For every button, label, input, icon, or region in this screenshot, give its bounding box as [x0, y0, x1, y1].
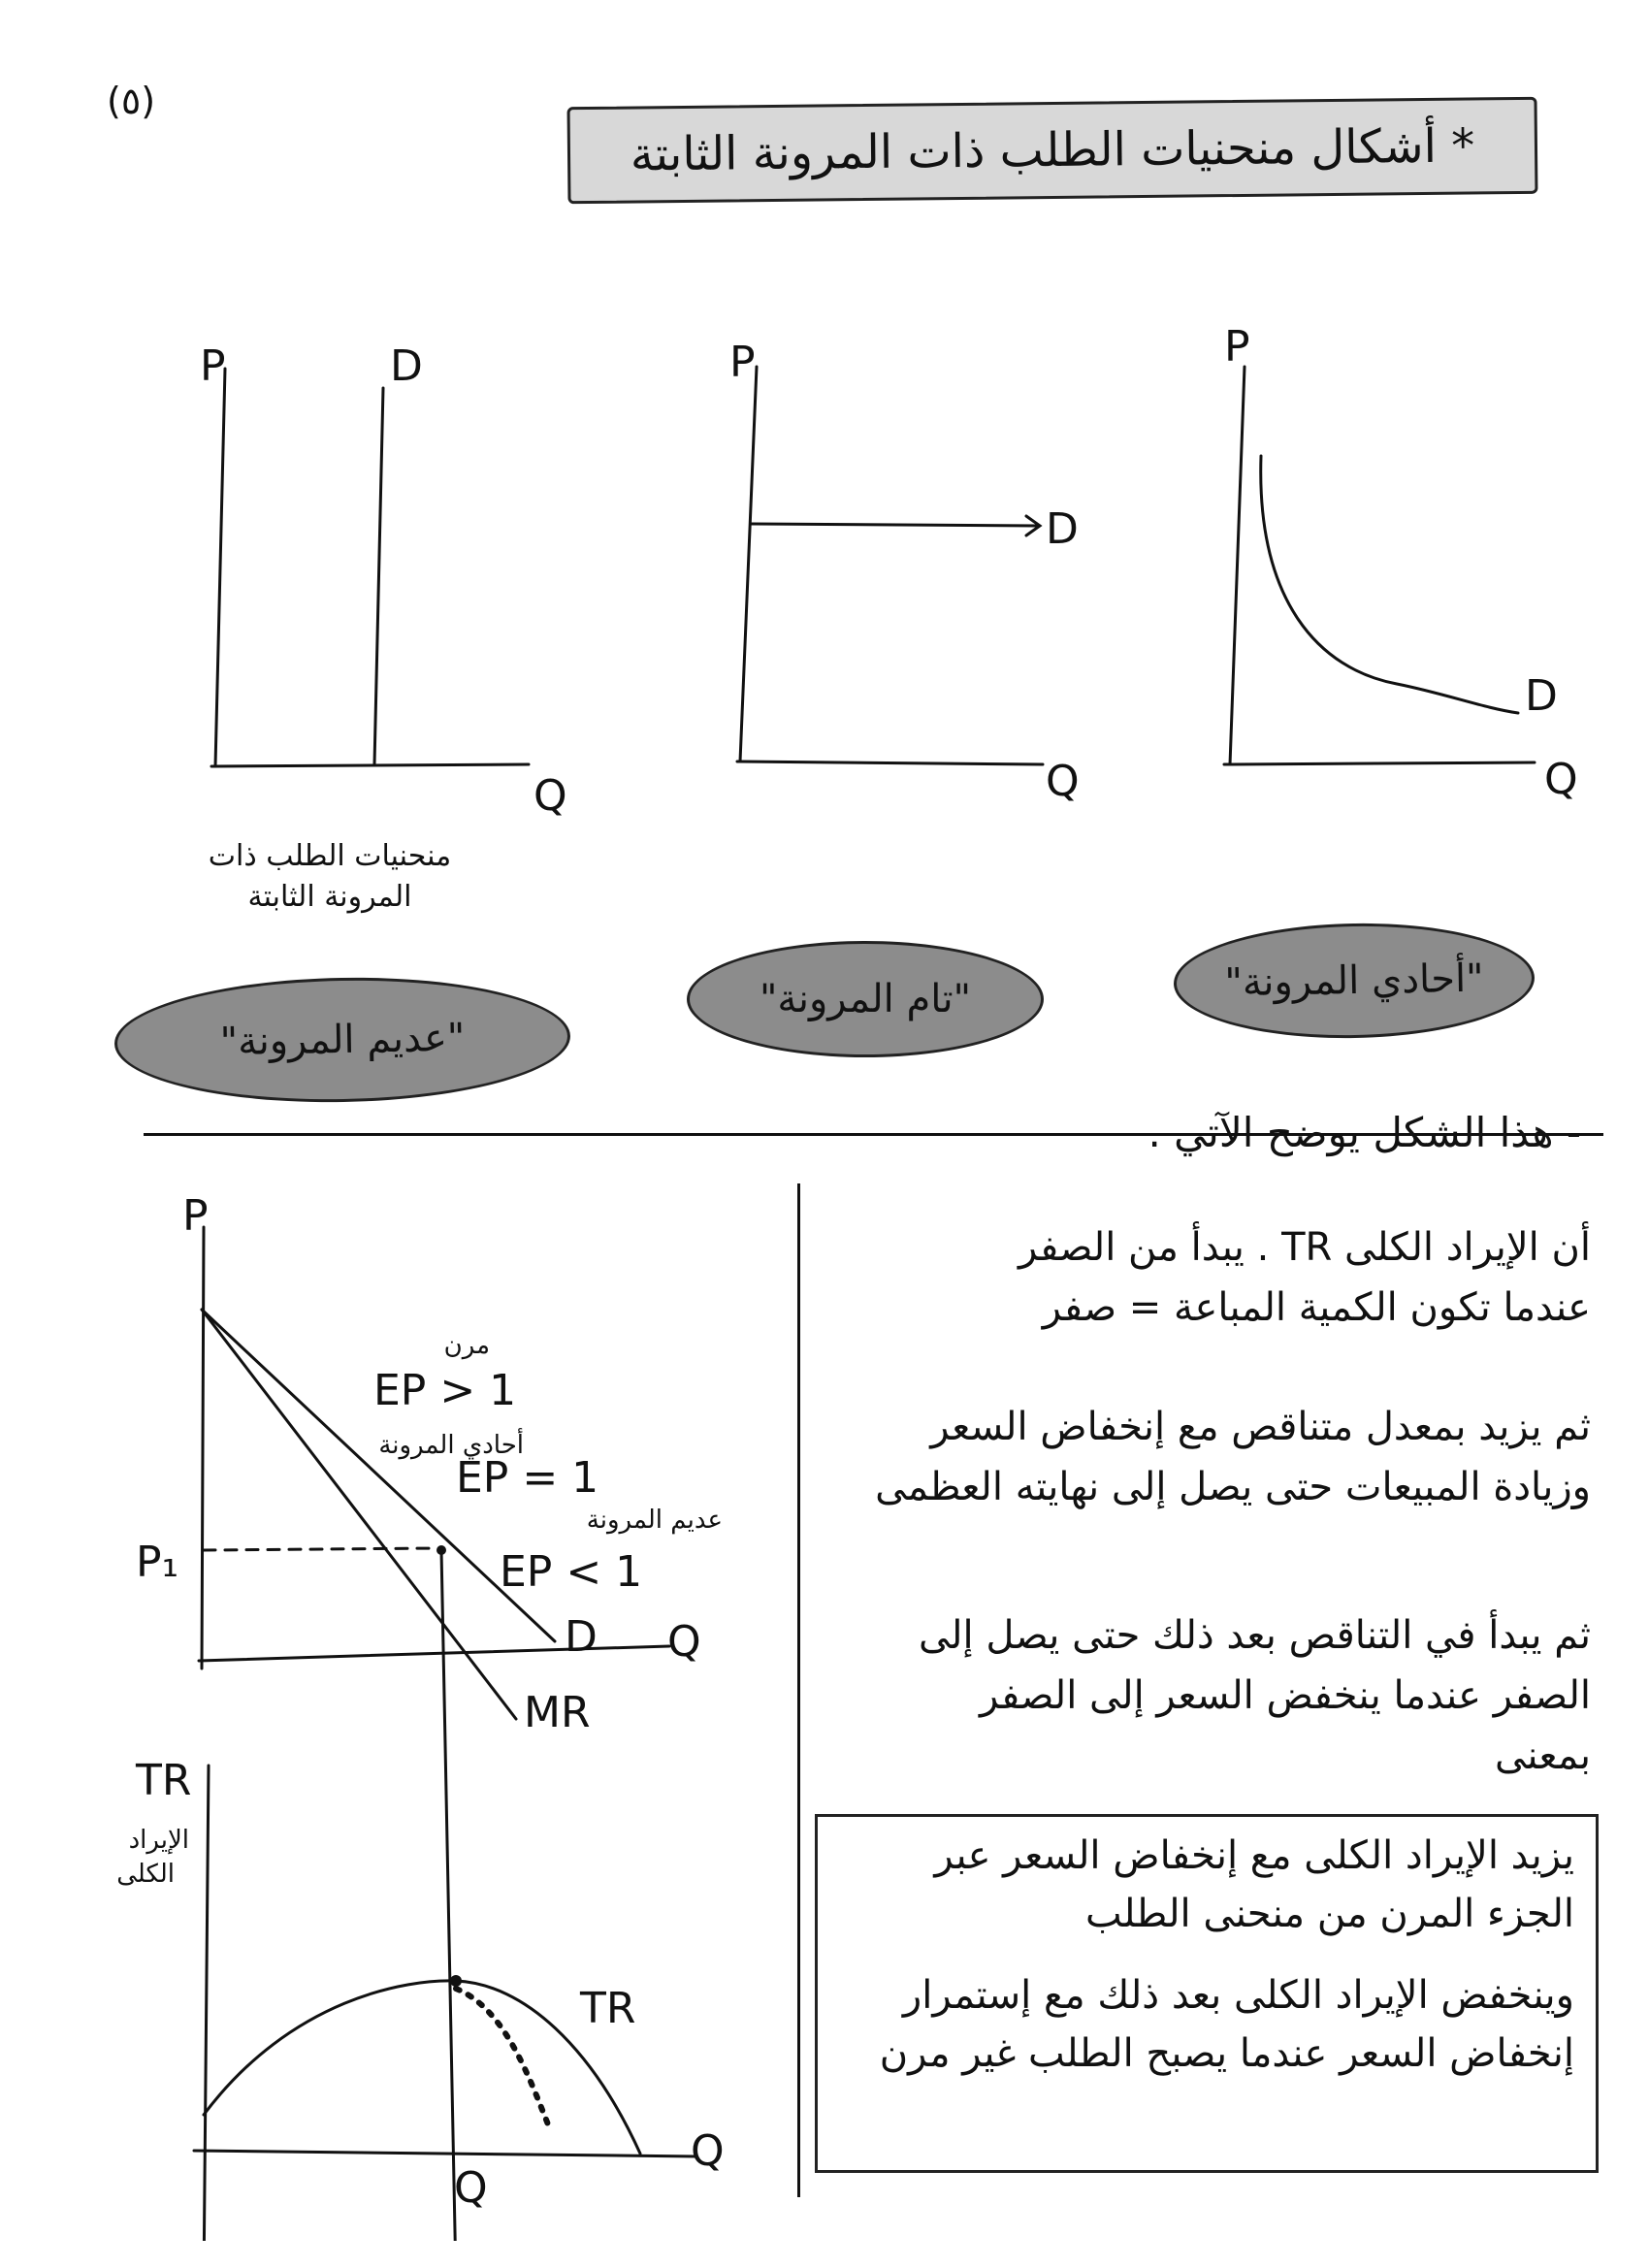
chart1-p-axis — [215, 369, 225, 766]
explanation-para-1 — [824, 1217, 1591, 1338]
chart1-q-axis — [211, 764, 529, 766]
demand-q-label: Q — [667, 1617, 701, 1667]
chart3-demand-curve — [1261, 456, 1518, 713]
unit-elastic-point — [436, 1545, 446, 1555]
demand-q-axis — [199, 1646, 669, 1661]
para3-line-1: ثم يبدأ في التناقص بعد ذلك حتى يصل إلى — [918, 1613, 1591, 1658]
summary-box — [815, 1814, 1599, 2173]
unit-elastic-word: أحادي المرونة — [378, 1431, 524, 1460]
revenue-charts — [0, 1145, 805, 2241]
para2-line-1: ثم يزيد بمعدل متناقص مع إنخفاض السعر — [930, 1405, 1591, 1449]
demand-d-label: D — [565, 1612, 598, 1662]
tr-axis-word-2: الكلى — [116, 1860, 175, 1889]
tr-axis-label: TR — [136, 1756, 192, 1805]
page-number: (٥) — [107, 80, 156, 122]
tr-max-point — [450, 1975, 462, 1987]
para3-line-2: الصفر عندما ينخفض السعر إلى الصفر — [980, 1673, 1591, 1718]
chart3-q-axis — [1224, 762, 1535, 764]
chart3-q-label: Q — [1544, 755, 1578, 804]
explanation-heading: - هذا الشكل يوضح الآتي . — [1148, 1109, 1581, 1156]
top-caption-line-2: المرونة الثابتة — [247, 880, 412, 914]
chart2-q-axis — [737, 761, 1043, 764]
chart3-p-axis — [1230, 367, 1245, 764]
explanation-para-3 — [824, 1605, 1591, 1786]
tr-curve — [204, 1981, 640, 2154]
chart2-p-axis — [740, 367, 757, 761]
tr-p-axis — [194, 1766, 209, 2241]
chart1-d-label: D — [390, 341, 423, 391]
ep-gt-1-label: EP > 1 — [373, 1366, 517, 1415]
chart1-p-label: P — [200, 341, 226, 391]
para2-line-2: وزيادة المبيعات حتى يصل إلى نهايته العظمى — [875, 1465, 1591, 1509]
ep-lt-1-label: EP < 1 — [500, 1547, 643, 1597]
chart1-q-label: Q — [534, 771, 567, 821]
summary-line-1: يزيد الإيراد الكلى مع إنخفاض السعر عبر — [934, 1833, 1574, 1878]
p1-label: P₁ — [136, 1538, 179, 1587]
tr-q-mark: Q — [454, 2163, 488, 2213]
tr-curve-label: TR — [580, 1984, 636, 2033]
tr-axis-word-1: الإيراد — [128, 1826, 189, 1855]
explanation-para-2 — [824, 1397, 1591, 1517]
oval-perfectly-elastic: "تام المرونة" — [687, 941, 1044, 1057]
top-caption — [146, 836, 514, 918]
summary-line-4: إنخفاض السعر عندما يصبح الطلب غير مرن — [879, 2031, 1574, 2076]
chart3-d-label: D — [1525, 671, 1558, 721]
demand-p-axis — [202, 1227, 204, 1669]
mr-label: MR — [524, 1688, 591, 1737]
summary-line-3: وينخفض الإيراد الكلى بعد ذلك مع إستمرار — [902, 1973, 1574, 2018]
elastic-word: مرن — [443, 1331, 490, 1360]
demand-p-label: P — [182, 1191, 209, 1241]
top-caption-line-1: منحنيات الطلب ذات — [208, 839, 452, 873]
para3-line-3: بمعنى — [1495, 1733, 1591, 1778]
page-title: * أشكال منحنيات الطلب ذات المرونة الثابتة — [630, 118, 1475, 182]
chart1-demand-curve — [374, 388, 383, 764]
chart2-p-label: P — [729, 338, 756, 387]
oval-inelastic: "عديم المرونة" — [113, 974, 571, 1106]
chart2-d-label: D — [1046, 504, 1079, 554]
chart2-demand-curve — [752, 524, 1038, 526]
oval-unit-elastic: "أحادي المرونة" — [1173, 921, 1536, 1041]
p1-dashed-line — [204, 1548, 436, 1550]
inelastic-word: عديم المرونة — [586, 1506, 723, 1535]
tr-q-axis — [194, 2151, 696, 2156]
chart3-p-label: P — [1224, 322, 1250, 372]
tr-q-label: Q — [691, 2126, 725, 2176]
para1-line-1: أن الإيراد الكلى TR . يبدأ من الصفر — [1018, 1225, 1591, 1270]
ep-eq-1-label: EP = 1 — [456, 1453, 599, 1503]
chart2-q-label: Q — [1046, 757, 1080, 806]
summary-line-2: الجزء المرن من منحنى الطلب — [1085, 1892, 1574, 1936]
para1-line-2: عندما تكون الكمية المباعة = صفر — [1042, 1285, 1591, 1330]
